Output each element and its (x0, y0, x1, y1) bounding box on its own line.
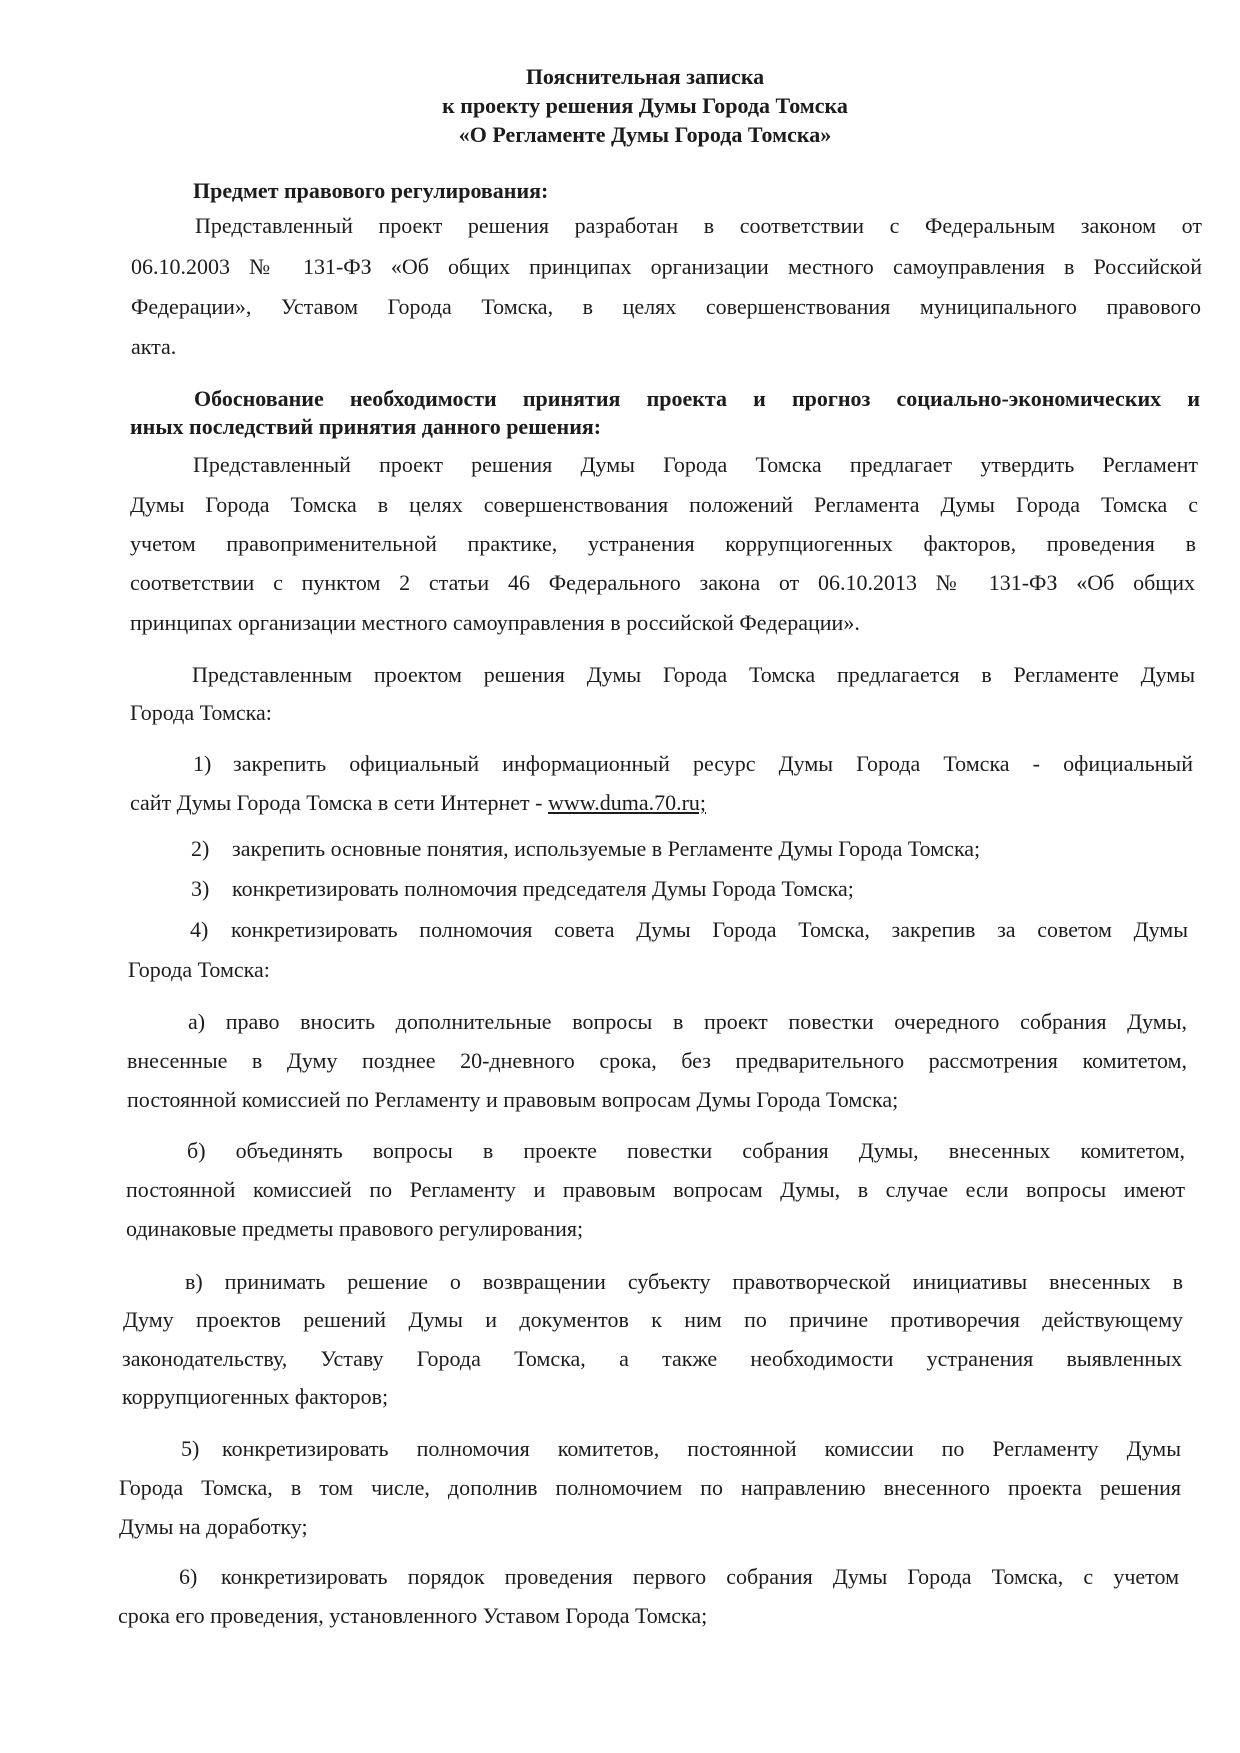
section-2-line-2: Думы Города Томска в целях совершенствования положений Регламента Думы Города Томска с (130, 492, 1198, 517)
sub-a-line-2: внесенные в Думу позднее 20-дневного срока, без предварительного рассмотрения комитетом, (127, 1048, 1187, 1073)
item-5-line-3: Думы на доработку; (119, 1514, 308, 1539)
item-1-line-2 (130, 790, 706, 816)
item-6-line-1: конкретизировать порядок проведения первого собрания Думы Города Томска, с учетом (221, 1564, 1179, 1589)
item-2-number: 2) (191, 836, 210, 861)
item-6-number: 6) (179, 1564, 198, 1589)
sub-c-line-2: Думу проектов решений Думы и документов к ним по причине противоречия действующему (123, 1307, 1183, 1332)
section-2-line-5: принципах организации местного самоуправления в российской Федерации». (130, 610, 860, 635)
sub-a-line-1: а) право вносить дополнительные вопросы в проект повестки очередного собрания Думы, (188, 1009, 1187, 1034)
sub-c-line-3: законодательству, Уставу Города Томска, а также необходимости устранения выявленных (122, 1346, 1182, 1371)
duma-website-link[interactable]: www.duma.70.ru; (547, 790, 707, 815)
item-2-text: закрепить основные понятия, используемые в Регламенте Думы Города Томска; (232, 836, 981, 861)
section-1-line-3: Федерации», Уставом Города Томска, в целях совершенствования муниципального правового (131, 294, 1201, 319)
item-3-number: 3) (191, 876, 210, 901)
item-5-number: 5) (181, 1436, 200, 1461)
sub-a-line-3: постоянной комиссией по Регламенту и правовым вопросам Думы Города Томска; (127, 1087, 899, 1112)
title-line-2: к проекту решения Думы Города Томска (442, 93, 848, 118)
proposal-line-2: Города Томска: (130, 700, 272, 725)
proposal-line-1: Представленным проектом решения Думы Города Томска предлагается в Регламенте Думы (192, 662, 1195, 687)
sub-b-line-1: б) объединять вопросы в проекте повестки собрания Думы, внесенных комитетом, (187, 1138, 1185, 1163)
item-6-line-2: срока его проведения, установленного Уставом Города Томска; (118, 1603, 708, 1628)
item-4-line-1: конкретизировать полномочия совета Думы Города Томска, закрепив за советом Думы (231, 917, 1188, 942)
section-2-line-1: Представленный проект решения Думы Города Томска предлагает утвердить Регламент (193, 452, 1198, 477)
sub-c-line-4: коррупциогенных факторов; (122, 1384, 389, 1409)
section-2-heading-line-1: Обоснование необходимости принятия проекта и прогноз социально-экономических и (194, 386, 1200, 411)
sub-b-line-2: постоянной комиссией по Регламенту и правовым вопросам Думы, в случае если вопросы имеют (126, 1177, 1185, 1202)
item-1-number: 1) (193, 751, 212, 776)
title-line-1: Пояснительная записка (525, 64, 765, 89)
document-title (0, 62, 1240, 149)
section-2-line-3: учетом правоприменительной практике, устранения коррупциогенных факторов, проведения в (130, 531, 1196, 556)
section-1-line-1: Представленный проект решения разработан в соответствии с Федеральным законом от (195, 213, 1202, 238)
sub-c-line-1: в) принимать решение о возвращении субъекту правотворческой инициативы внесенных в (185, 1269, 1183, 1294)
section-1-heading: Предмет правового регулирования: (193, 178, 549, 203)
section-1-line-4: акта. (131, 334, 177, 359)
title-line-3: «О Регламенте Думы Города Томска» (458, 122, 832, 147)
item-5-line-2: Города Томска, в том числе, дополнив полномочием по направлению внесенного проекта решения (119, 1475, 1181, 1500)
item-1-line-2-text: сайт Думы Города Томска в сети Интернет - (130, 790, 548, 815)
sub-b-line-3: одинаковые предметы правового регулирования; (126, 1216, 584, 1241)
section-2-line-4: соответствии с пунктом 2 статьи 46 Федерального закона от 06.10.2013 № 131-ФЗ «Об общих (130, 570, 1195, 595)
item-4-number: 4) (190, 917, 209, 942)
item-3-text: конкретизировать полномочия председателя Думы Города Томска; (232, 876, 854, 901)
item-5-line-1: конкретизировать полномочия комитетов, постоянной комиссии по Регламенту Думы (222, 1436, 1181, 1461)
section-1-line-2: 06.10.2003 № 131-ФЗ «Об общих принципах организации местного самоуправления в Российской (131, 254, 1202, 279)
section-2-heading-line-2: иных последствий принятия данного решения: (130, 414, 602, 439)
item-4-line-2: Города Томска: (128, 957, 270, 982)
item-1-line-1: закрепить официальный информационный ресурс Думы Города Томска - официальный (233, 751, 1193, 776)
